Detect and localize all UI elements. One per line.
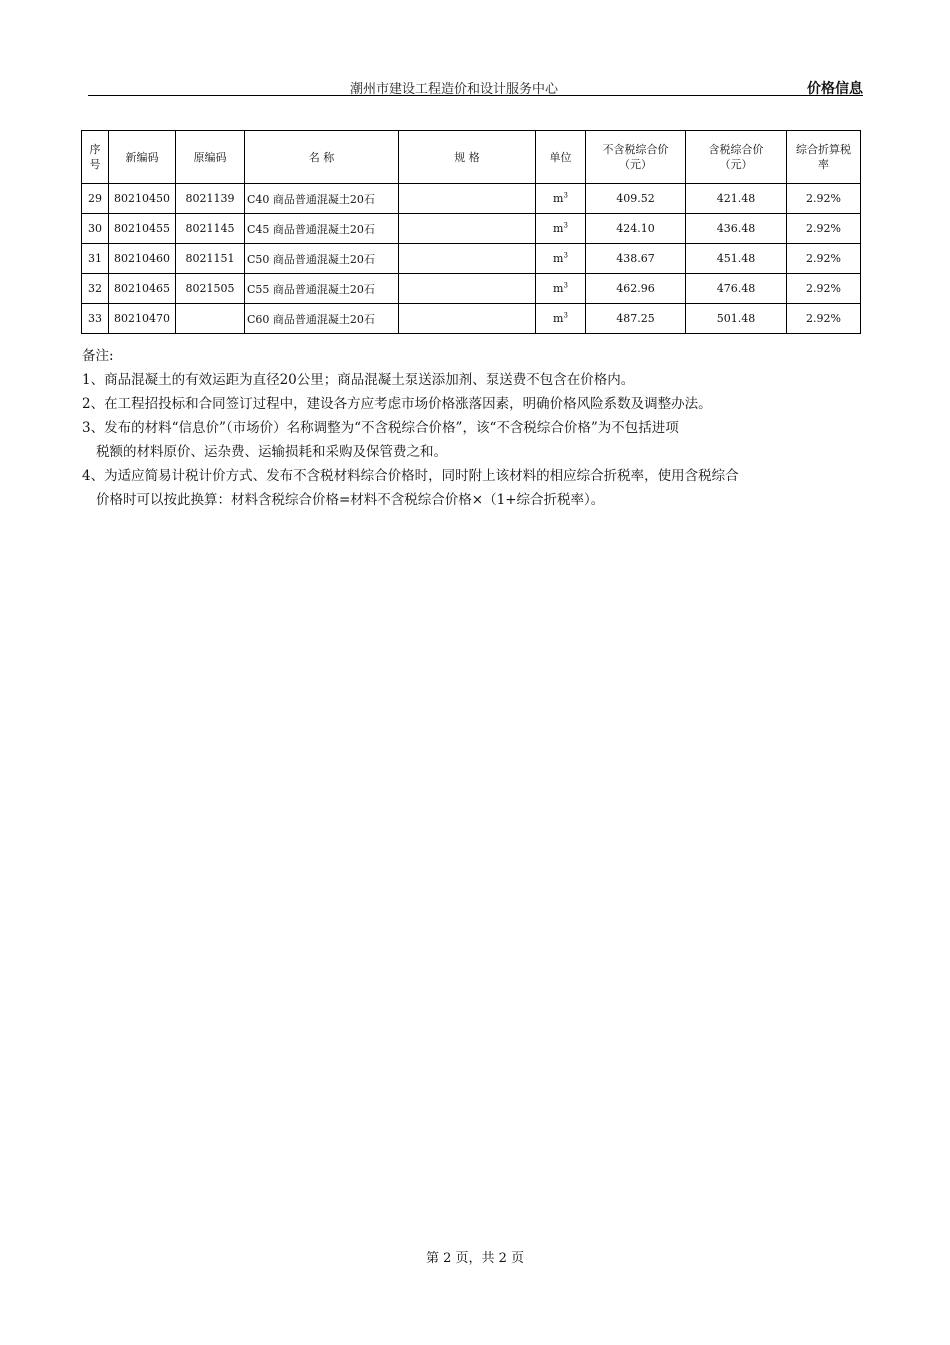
cell-seq: 29 [82,184,109,214]
cell-spec [399,274,536,304]
cell-name: C50 商品普通混凝土20石 [245,244,399,274]
cell-price-incl-tax: 451.48 [686,244,787,274]
header-unit: 单位 [536,131,586,184]
cell-spec [399,184,536,214]
cell-new-code: 80210455 [109,214,176,244]
cell-new-code: 80210465 [109,274,176,304]
cell-old-code: 8021151 [176,244,245,274]
cell-new-code: 80210450 [109,184,176,214]
header-section-title: 价格信息 [807,81,863,97]
table-row [82,244,861,274]
note-line: 税额的材料原价、运杂费、运输损耗和采购及保管费之和。 [96,444,447,460]
cell-name: C55 商品普通混凝土20石 [245,274,399,304]
cell-unit: $m^3$ [536,214,586,244]
cell-unit: $m^3$ [536,304,586,334]
table-row [82,184,861,214]
cell-tax-rate: 2.92% [787,274,861,304]
cell-price-incl-tax: 436.48 [686,214,787,244]
notes-title: 备注: [82,348,114,364]
page-number: 第 2 页，共 2 页 [425,1251,525,1266]
note-line: 2、在工程招投标和合同签订过程中，建设各方应考虑市场价格涨落因素，明确价格风险系数及调整办法。 [82,396,712,412]
cell-spec [399,244,536,274]
cell-seq: 33 [82,304,109,334]
cell-old-code [176,304,245,334]
note-line: 4、为适应简易计税计价方式、发布不含税材料综合价格时，同时附上该材料的相应综合折税率，使用含税综合 [82,468,739,484]
cell-price-excl-tax: 438.67 [586,244,686,274]
cell-new-code: 80210470 [109,304,176,334]
header-spec: 规 格 [399,131,536,184]
cell-name: C60 商品普通混凝土20石 [245,304,399,334]
cell-price-incl-tax: 476.48 [686,274,787,304]
header-price-incl-tax: 含税综合价 （元） [686,131,787,184]
header-organization: 潮州市建设工程造价和设计服务中心 [350,82,559,97]
cell-spec [399,214,536,244]
cell-seq: 31 [82,244,109,274]
cell-unit: $m^3$ [536,184,586,214]
header-old-code: 原编码 [176,131,245,184]
cell-old-code: 8021139 [176,184,245,214]
cell-new-code: 80210460 [109,244,176,274]
header-price-excl-tax: 不含税综合价 （元） [586,131,686,184]
cell-tax-rate: 2.92% [787,184,861,214]
cell-price-incl-tax: 421.48 [686,184,787,214]
cell-price-excl-tax: 424.10 [586,214,686,244]
cell-tax-rate: 2.92% [787,244,861,274]
note-line: 价格时可以按此换算：材料含税综合价格=材料不含税综合价格×（1+综合折税率）。 [96,492,605,508]
cell-price-excl-tax: 462.96 [586,274,686,304]
header-rule [88,95,863,96]
header-seq: 序 号 [82,131,109,184]
table-header-row [82,131,861,184]
header-new-code: 新编码 [109,131,176,184]
cell-price-incl-tax: 501.48 [686,304,787,334]
cell-unit: $m^3$ [536,274,586,304]
cell-old-code: 8021145 [176,214,245,244]
price-table [81,130,861,334]
cell-tax-rate: 2.92% [787,214,861,244]
note-line: 3、发布的材料“信息价”（市场价）名称调整为“不含税综合价格”，该“不含税综合价格”为不包括进项 [82,420,679,436]
header-name: 名 称 [245,131,399,184]
table-row [82,214,861,244]
cell-name: C40 商品普通混凝土20石 [245,184,399,214]
cell-unit: $m^3$ [536,244,586,274]
cell-spec [399,304,536,334]
table-row [82,304,861,334]
cell-price-excl-tax: 487.25 [586,304,686,334]
cell-old-code: 8021505 [176,274,245,304]
cell-price-excl-tax: 409.52 [586,184,686,214]
cell-seq: 30 [82,214,109,244]
page-header [88,78,863,96]
cell-name: C45 商品普通混凝土20石 [245,214,399,244]
cell-tax-rate: 2.92% [787,304,861,334]
note-line: 1、商品混凝土的有效运距为直径20公里；商品混凝土泵送添加剂、泵送费不包含在价格内。 [82,372,635,388]
cell-seq: 32 [82,274,109,304]
header-tax-rate: 综合折算税 率 [787,131,861,184]
table-row [82,274,861,304]
notes-section [82,344,739,512]
